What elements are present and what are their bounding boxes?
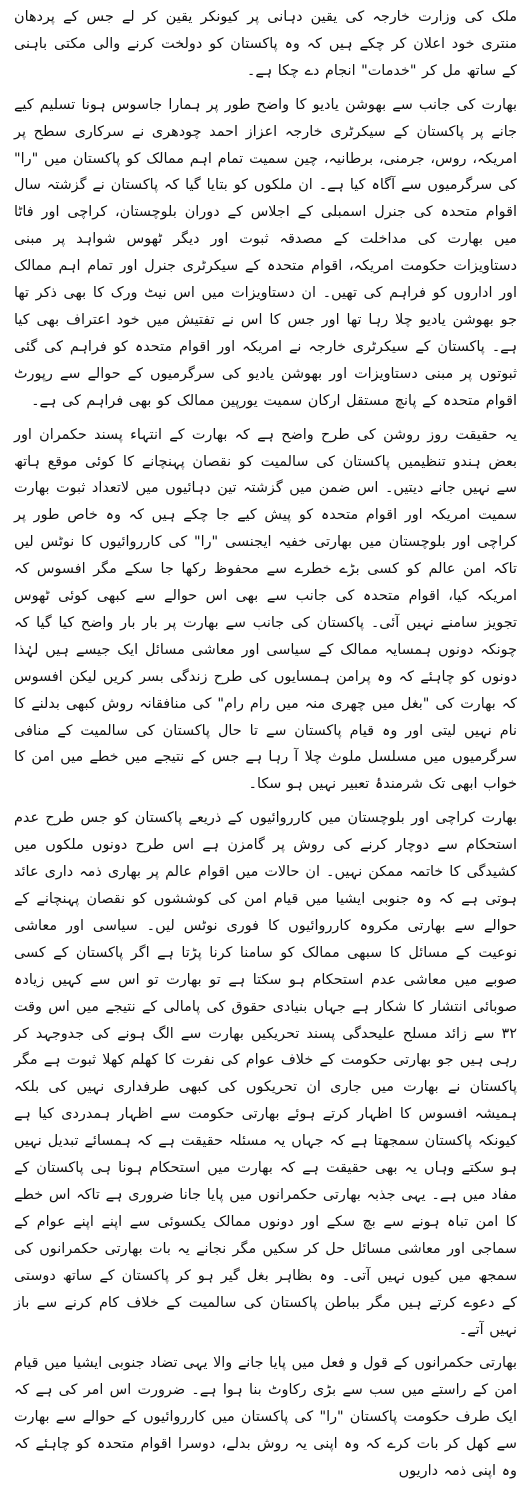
article-paragraph-2: بھارت کی جانب سے بھوشن یادیو کا واضح طور پر ہمارا جاسوس ہونا تسلیم کیے جانے پر پاکستان کے سیکرٹری خارجہ اعزاز احمد چودھری نے سرکاری سطح پر امریکہ، روس، جرمنی، برطانیہ، چین سمیت تمام اہم ممالک کو پاکستان میں "را" کی سرگرمیوں سے آگاہ کیا ہے۔ ان ملکوں کو بتایا گیا کہ پاکستان نے گزشتہ سال اقوام متحدہ کی جنرل اسمبلی کے اجلاس کے دوران بلوچستان، کراچی اور فاٹا میں بھارت کی مداخلت کے مصدقہ ثبوت اور دیگر ٹھوس شواہد پر مبنی دستاویزات حکومت امریکہ، اقوام متحدہ کے سیکرٹری جنرل اور تمام اہم ممالک اور اداروں کو فراہم کی تھیں۔ ان دستاویزات میں اس نیٹ ورک کا بھی ذکر تھا جو بھوشن یادیو چلا رہا تھا اور جس کا اس نے تفتیش میں خود اعتراف بھی کیا ہے۔ پاکستان کے سیکرٹری خارجہ نے امریکہ اور اقوام متحدہ کو فراہم کی گئی ثبوتوں پر مبنی دستاویزات اور بھوشن یادیو کی سرگرمیوں کے حوالے سے رپورٹ اقوام متحدہ کے پانچ مستقل ارکان سمیت یورپین ممالک کو بھی فراہم کی ہے۔ (14, 96, 517, 409)
article-paragraph-5: بھارتی حکمرانوں کے قول و فعل میں پایا جانے والا یہی تضاد جنوبی ایشیا میں قیام امن کے راستے میں سب سے بڑی رکاوٹ بنا ہوا ہے۔ ضرورت اس امر کی ہے کہ ایک طرف حکومت پاکستان "را" کی پاکستان میں کارروائیوں کے حوالے سے بھارت سے کھل کر بات کرے کہ وہ اپنی یہ روش بدلے، دوسرا اقوام متحدہ کو چاہئے کہ وہ اپنی ذمہ داریوں (14, 1355, 517, 1480)
article-paragraph-3: یہ حقیقت روز روشن کی طرح واضح ہے کہ بھارت کے انتہاء پسند حکمران اور بعض ہندو تنظیمیں پاکستان کی سالمیت کو نقصان پہنچانے کا کوئی موقع ہاتھ سے نہیں جانے دیتیں۔ اس ضمن میں گزشتہ تین دہائیوں میں لاتعداد ثبوت بھارت سمیت امریکہ اور اقوام متحدہ کو پیش کیے جا چکے ہیں کہ وہ خاص طور پر کراچی اور بلوچستان میں بھارتی خفیہ ایجنسی "را" کی کارروائیوں کا نوٹس لیں تاکہ امن عالم کو کسی بڑے خطرے سے محفوظ رکھا جا سکے مگر افسوس کہ امریکہ کیا، اقوام متحدہ کی جانب سے بھی اس حوالے سے کبھی کوئی ٹھوس تجویز سامنے نہیں آئی۔ پاکستان کی جانب سے بھارت پر بار بار واضح کیا گیا کہ چونکہ دونوں ہمسایہ ممالک کے سیاسی اور معاشی مسائل ایک جیسے ہیں لہٰذا دونوں کو چاہئے کہ وہ پرامن ہمسایوں کی طرح زندگی بسر کریں لیکن افسوس کہ بھارت کی "بغل میں چھری منہ میں رام رام" کی منافقانہ روش کبھی بدلنے کا نام نہیں لیتی اور وہ قیام پاکستان سے تا حال پاکستان کی سالمیت کے منافی سرگرمیوں میں مسلسل ملوث چلا آ رہا ہے جس کے نتیجے میں خطے میں امن کا خواب ابھی تک شرمندۂ تعبیر نہیں ہو سکا۔ (14, 426, 517, 793)
article-paragraph-1: ملک کی وزارت خارجہ کی یقین دہانی پر کیونکر یقین کر لے جس کے پردھان منتری خود اعلان کر چکے ہیں کہ وہ پاکستان کو دولخت کرنے والی مکتی باہنی کے ساتھ مل کر "خدمات" انجام دے چکا ہے۔ (14, 9, 517, 79)
article-paragraph-4: بھارت کراچی اور بلوچستان میں کارروائیوں کے ذریعے پاکستان کو جس طرح عدم استحکام سے دوچار کرنے کی روش پر گامزن ہے اس طرح دونوں ملکوں میں کشیدگی کا خاتمہ ممکن نہیں۔ ان حالات میں اقوام عالم پر بھاری ذمہ داری عائد ہوتی ہے کہ وہ جنوبی ایشیا میں قیام امن کی کوششوں کو نقصان پہنچانے کے حوالے سے بھارتی مکروہ کارروائیوں کا فوری نوٹس لیں۔ سیاسی اور معاشی نوعیت کے مسائل کا سبھی ممالک کو سامنا کرنا پڑتا ہے اگر پاکستان کے کسی صوبے میں معاشی عدم استحکام ہو سکتا ہے تو بھارت تو اس سے کہیں زیادہ صوبائی انتشار کا شکار ہے جہاں بنیادی حقوق کی پامالی کے نتیجے میں اس وقت ۳۲ سے زائد مسلح علیحدگی پسند تحریکیں بھارت سے الگ ہونے کی جدوجہد کر رہی ہیں جو بھارتی حکومت کے خلاف عوام کی نفرت کا کھلم کھلا ثبوت ہے مگر پاکستان نے بھارت میں جاری ان تحریکوں کی کبھی طرفداری نہیں کی بلکہ ہمیشہ افسوس کا اظہار کرتے ہوئے بھارتی حکومت سے اظہار ہمدردی کیا ہے کیونکہ پاکستان سمجھتا ہے کہ جہاں یہ مسئلہ حقیقت ہے کہ ہمسائے تبدیل نہیں ہو سکتے وہاں یہ بھی حقیقت ہے کہ بھارت میں استحکام ہونا ہی پاکستان کے مفاد میں ہے۔ یہی جذبہ بھارتی حکمرانوں میں پایا جانا ضروری ہے تاکہ اس خطے کا امن تباہ ہونے سے بچ سکے اور دونوں ممالک یکسوئی سے اپنے اپنے عوام کے سماجی اور معاشی مسائل حل کر سکیں مگر نجانے یہ بات بھارتی حکمرانوں کی سمجھ میں کیوں نہیں آتی۔ وہ بظاہر بغل گیر ہو کر پاکستان کے ساتھ دوستی کے دعوے کرتے ہیں مگر بباطن پاکستان کی سالمیت کے خلاف کام کرنے سے باز نہیں آتے۔ (14, 810, 517, 1338)
